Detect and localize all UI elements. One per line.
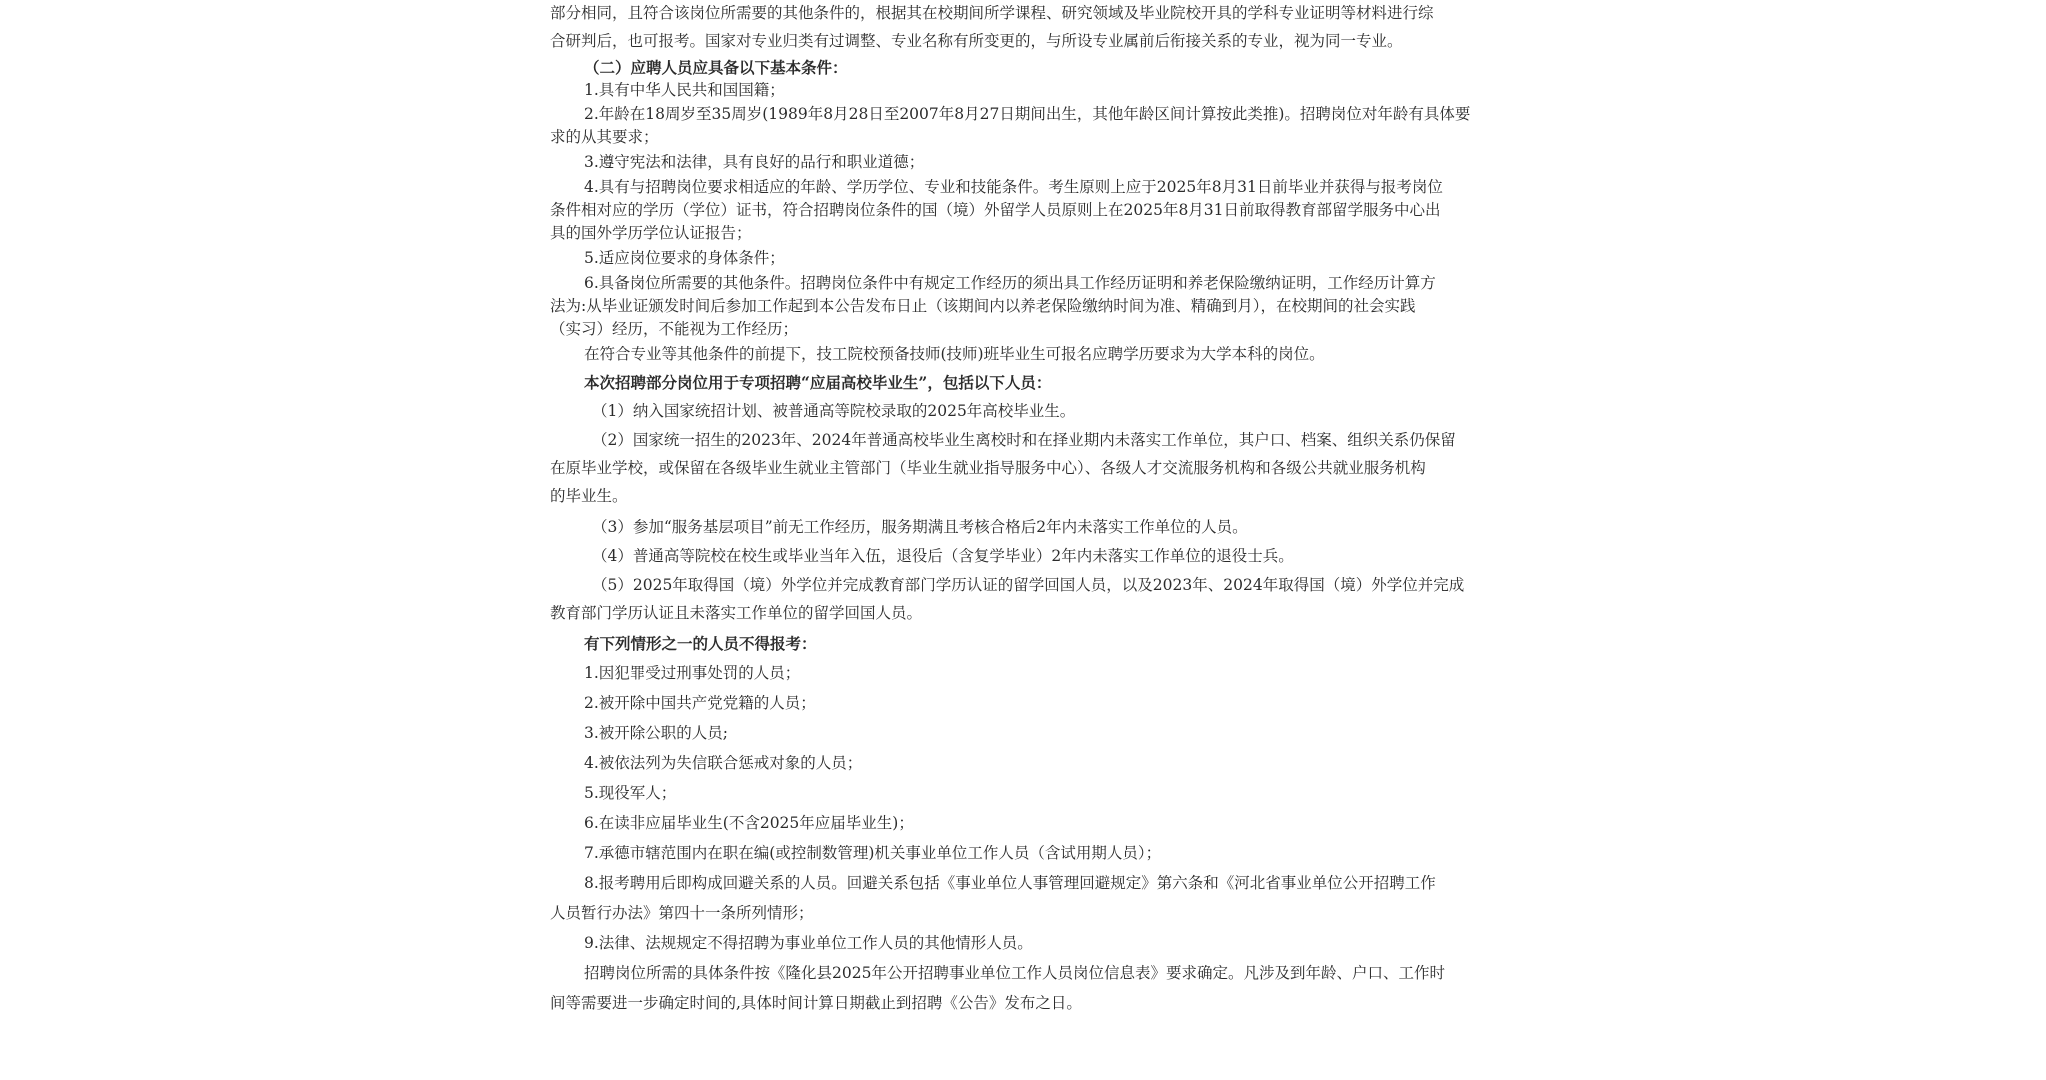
graduate-item-4: [550, 545, 1520, 568]
text-line: 2.被开除中国共产党党籍的人员；: [584, 694, 816, 712]
text-line: （3）参加“服务基层项目”前无工作经历，服务期满且考核合格后2年内未落实工作单位的人员。: [592, 518, 1248, 536]
text-line: 5.适应岗位要求的身体条件；: [584, 249, 785, 267]
section-heading-text: （二）应聘人员应具备以下基本条件：: [584, 58, 848, 77]
text-line: 3.被开除公职的人员;: [584, 724, 729, 742]
text-line: 合研判后，也可报考。国家对专业归类有过调整、专业名称有所变更的，与所设专业属前后衔接关系的专业，视为同一专业。: [550, 32, 1403, 50]
condition-item-6: [550, 272, 1520, 341]
text-line: （2）国家统一招生的2023年、2024年普通高校毕业生离校时和在择业期内未落实工作单位，其户口、档案、组织关系仍保留: [592, 431, 1456, 449]
text-line: 3.遵守宪法和法律，具有良好的品行和职业道德；: [584, 153, 925, 171]
exclusion-item-7: [550, 842, 1520, 865]
section-heading-graduates: [550, 371, 1520, 394]
text-line: （1）纳入国家统招计划、被普通高等院校录取的2025年高校毕业生。: [592, 402, 1076, 420]
text-line: 7.承德市辖范围内在职在编(或控制数管理)机关事业单位工作人员（含试用期人员）；: [584, 844, 1162, 862]
text-line: 间等需要进一步确定时间的,具体时间计算日期截止到招聘《公告》发布之日。: [550, 994, 1082, 1012]
text-line: 4.具有与招聘岗位要求相适应的年龄、学历学位、专业和技能条件。考生原则上应于2025年8月31日前毕业并获得与报考岗位: [584, 178, 1443, 196]
text-line: 招聘岗位所需的具体条件按《隆化县2025年公开招聘事业单位工作人员岗位信息表》要求确定。凡涉及到年龄、户口、工作时: [584, 964, 1445, 982]
text-line: 1.因犯罪受过刑事处罚的人员；: [584, 664, 801, 682]
text-line: 条件相对应的学历（学位）证书，符合招聘岗位条件的国（境）外留学人员原则上在2025年8月31日前取得教育部留学服务中心出: [550, 201, 1441, 219]
exclusion-item-9: [550, 932, 1520, 955]
text-line: 法为:从毕业证颁发时间后参加工作起到本公告发布日止（该期间内以养老保险缴纳时间为准、精确到月），在校期间的社会实践: [550, 297, 1416, 315]
text-line: （5）2025年取得国（境）外学位并完成教育部门学历认证的留学回国人员，以及2023年、2024年取得国（境）外学位并完成: [592, 576, 1465, 594]
exclusion-item-5: [550, 782, 1520, 805]
graduate-item-1: [550, 400, 1520, 423]
section-heading-exclusions: [550, 632, 1520, 655]
section-heading-text: 本次招聘部分岗位用于专项招聘“应届高校毕业生”，包括以下人员：: [584, 373, 1052, 392]
text-line: （4）普通高等院校在校生或毕业当年入伍，退役后（含复学毕业）2年内未落实工作单位的退役士兵。: [592, 547, 1294, 565]
text-line: 求的从其要求；: [550, 128, 659, 146]
text-line: 在符合专业等其他条件的前提下，技工院校预备技师(技师)班毕业生可报名应聘学历要求为大学本科的岗位。: [584, 345, 1325, 363]
text-line: 6.在读非应届毕业生(不含2025年应届毕业生)；: [584, 814, 914, 832]
text-line: 1.具有中华人民共和国国籍；: [584, 81, 785, 99]
graduate-item-3: [550, 516, 1520, 539]
section-heading-basic-conditions: [550, 56, 1520, 79]
text-line: 9.法律、法规规定不得招聘为事业单位工作人员的其他情形人员。: [584, 934, 1033, 952]
text-line: 具的国外学历学位认证报告；: [550, 224, 752, 242]
text-line: 部分相同，且符合该岗位所需要的其他条件的，根据其在校期间所学课程、研究领域及毕业院校开具的学科专业证明等材料进行综: [550, 4, 1434, 22]
condition-item-1: [550, 79, 1520, 102]
exclusion-item-1: [550, 662, 1520, 685]
text-line: 人员暂行办法》第四十一条所列情形；: [550, 904, 814, 922]
exclusion-item-6: [550, 812, 1520, 835]
section-heading-text: 有下列情形之一的人员不得报考：: [584, 634, 817, 653]
graduate-item-2: [550, 429, 1520, 508]
exclusion-item-3: [550, 722, 1520, 745]
intro-paragraph: [550, 2, 1520, 53]
text-line: 6.具备岗位所需要的其他条件。招聘岗位条件中有规定工作经历的须出具工作经历证明和养老保险缴纳证明，工作经历计算方: [584, 274, 1436, 292]
graduate-item-5: [550, 574, 1520, 625]
condition-item-2: [550, 103, 1520, 149]
text-line: 的毕业生。: [550, 487, 628, 505]
text-line: 5.现役军人；: [584, 784, 677, 802]
condition-item-4: [550, 176, 1520, 245]
text-line: （实习）经历，不能视为工作经历；: [550, 320, 799, 338]
text-line: 8.报考聘用后即构成回避关系的人员。回避关系包括《事业单位人事管理回避规定》第六条和《河北省事业单位公开招聘工作: [584, 874, 1436, 892]
text-line: 在原毕业学校，或保留在各级毕业生就业主管部门（毕业生就业指导服务中心）、各级人才交流服务机构和各级公共就业服务机构: [550, 459, 1426, 477]
text-line: 2.年龄在18周岁至35周岁(1989年8月28日至2007年8月27日期间出生，其他年龄区间计算按此类推)。招聘岗位对年龄有具体要: [584, 105, 1471, 123]
document-body: [550, 0, 1520, 1080]
exclusion-item-2: [550, 692, 1520, 715]
condition-item-5: [550, 247, 1520, 270]
condition-item-3: [550, 151, 1520, 174]
exclusion-item-8: [550, 872, 1520, 925]
exclusion-item-4: [550, 752, 1520, 775]
closing-paragraph: [550, 962, 1520, 1015]
text-line: 教育部门学历认证且未落实工作单位的留学回国人员。: [550, 604, 923, 622]
technician-note: [550, 343, 1520, 366]
text-line: 4.被依法列为失信联合惩戒对象的人员；: [584, 754, 863, 772]
